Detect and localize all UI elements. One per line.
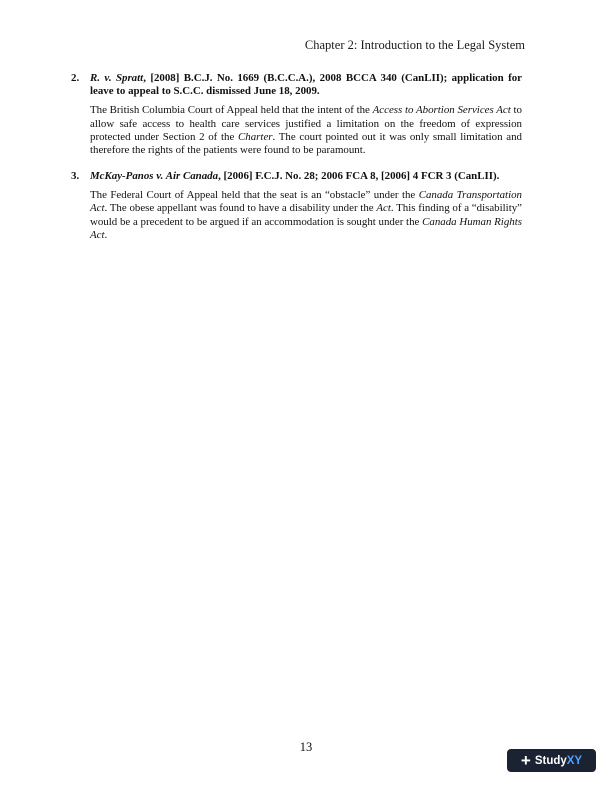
- case-number: 2.: [71, 72, 80, 84]
- case-summary-text: . The court pointed out it was only small limitation and therefore the rights of the patients were found to be paramount.: [90, 130, 522, 157]
- statute-name: Charter: [238, 130, 273, 143]
- case-summary: [90, 189, 522, 242]
- case-item: [71, 170, 523, 242]
- case-citation: , [2008] B.C.J. No. 1669 (B.C.C.A.), 2008 BCCA 340 (CanLII); application for leave to appeal to S.C.C. dismissed June 18, 2009.: [90, 72, 522, 98]
- logo-brand-main: Study: [534, 754, 567, 767]
- case-summary-text: The Federal Court of Appeal held that the seat is an “obstacle” under the: [90, 189, 419, 202]
- case-summary-text: . This finding of a “disability” would be a precedent to be argued if an accommodation is sought under the: [90, 202, 523, 228]
- case-title: [90, 170, 522, 183]
- statute-name: Canada Human Rights Act: [90, 215, 522, 241]
- logo-wordmark: [535, 755, 582, 767]
- logo-brand-accent: XY: [566, 754, 583, 767]
- chapter-header: Chapter 2: Introduction to the Legal System: [304, 38, 525, 52]
- statute-name: Access to Abortion Services Act: [372, 104, 511, 117]
- case-summary-text: The British Columbia Court of Appeal held that the intent of the: [90, 104, 373, 117]
- case-summary-text: . The obese appellant was found to have a disability under the: [104, 202, 377, 215]
- statute-name: Act: [376, 202, 391, 215]
- page-number: 13: [299, 740, 313, 754]
- statute-name: Canada Transportation Act: [90, 189, 522, 215]
- case-citation: , [2006] F.C.J. No. 28; 2006 FCA 8, [2006] 4 FCR 3 (CanLII).: [218, 170, 500, 182]
- case-summary: [90, 104, 522, 157]
- case-item: [71, 72, 522, 157]
- plus-icon: +: [520, 751, 531, 770]
- studyxy-logo[interactable]: [507, 749, 596, 772]
- case-number: 3.: [71, 170, 80, 182]
- case-summary-text: .: [104, 228, 108, 241]
- case-summary-text: to allow safe access to health care services justified a limitation on the freedom of expression protected under Section 2 of the: [90, 104, 522, 143]
- case-name: McKay-Panos v. Air Canada: [90, 170, 219, 182]
- case-title: [90, 72, 522, 98]
- case-name: R. v. Spratt: [90, 72, 144, 84]
